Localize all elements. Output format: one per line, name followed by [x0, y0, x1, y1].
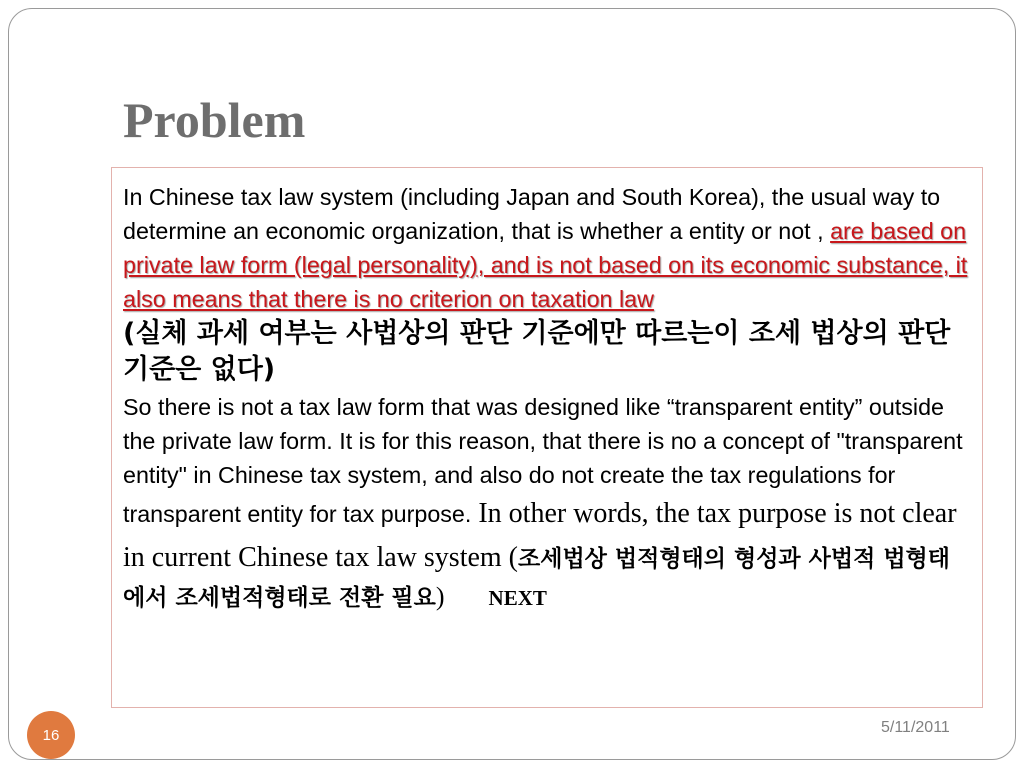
slide-title: Problem	[123, 92, 306, 148]
emphasized-statement: are based on private law form (legal personality), and is not based on its economic substance, it also means that there is no criterion on taxation law	[123, 218, 968, 312]
next-label[interactable]: NEXT	[488, 586, 547, 610]
slide-number-badge: 16	[27, 711, 75, 759]
paragraph-intro-text: In Chinese tax law system (including Japan and South Korea), the usual way to determine an economic organization, that is whether a entity or not ,	[123, 184, 941, 244]
korean-inline-note: 조세법상 법적형태의 형성과 사법적 법형태에서 조세법적형태로 전환 필요	[123, 546, 950, 611]
paragraph-intro	[123, 180, 972, 316]
korean-note: (실체 과세 여부는 사법상의 판단 기준에만 따르는이 조세 법상의 판단 기준은 없다)	[123, 318, 951, 385]
close-paren: )	[435, 582, 445, 611]
other-words-text: In other words, the tax purpose is not clear in current Chinese tax law system (	[123, 498, 957, 573]
content-box	[111, 167, 983, 708]
slide-date: 5/11/2011	[881, 719, 950, 736]
paragraph-transparent-entity	[123, 390, 972, 615]
paragraph-transparent-entity-text: So there is not a tax law form that was designed like “transparent entity” outside the private law form. It is for this reason, that there is no a concept of "transparent entity" in Chinese tax system, and also do not create the tax regulations for transparent entity for tax purpose.	[123, 394, 963, 527]
slide-frame	[8, 8, 1016, 760]
